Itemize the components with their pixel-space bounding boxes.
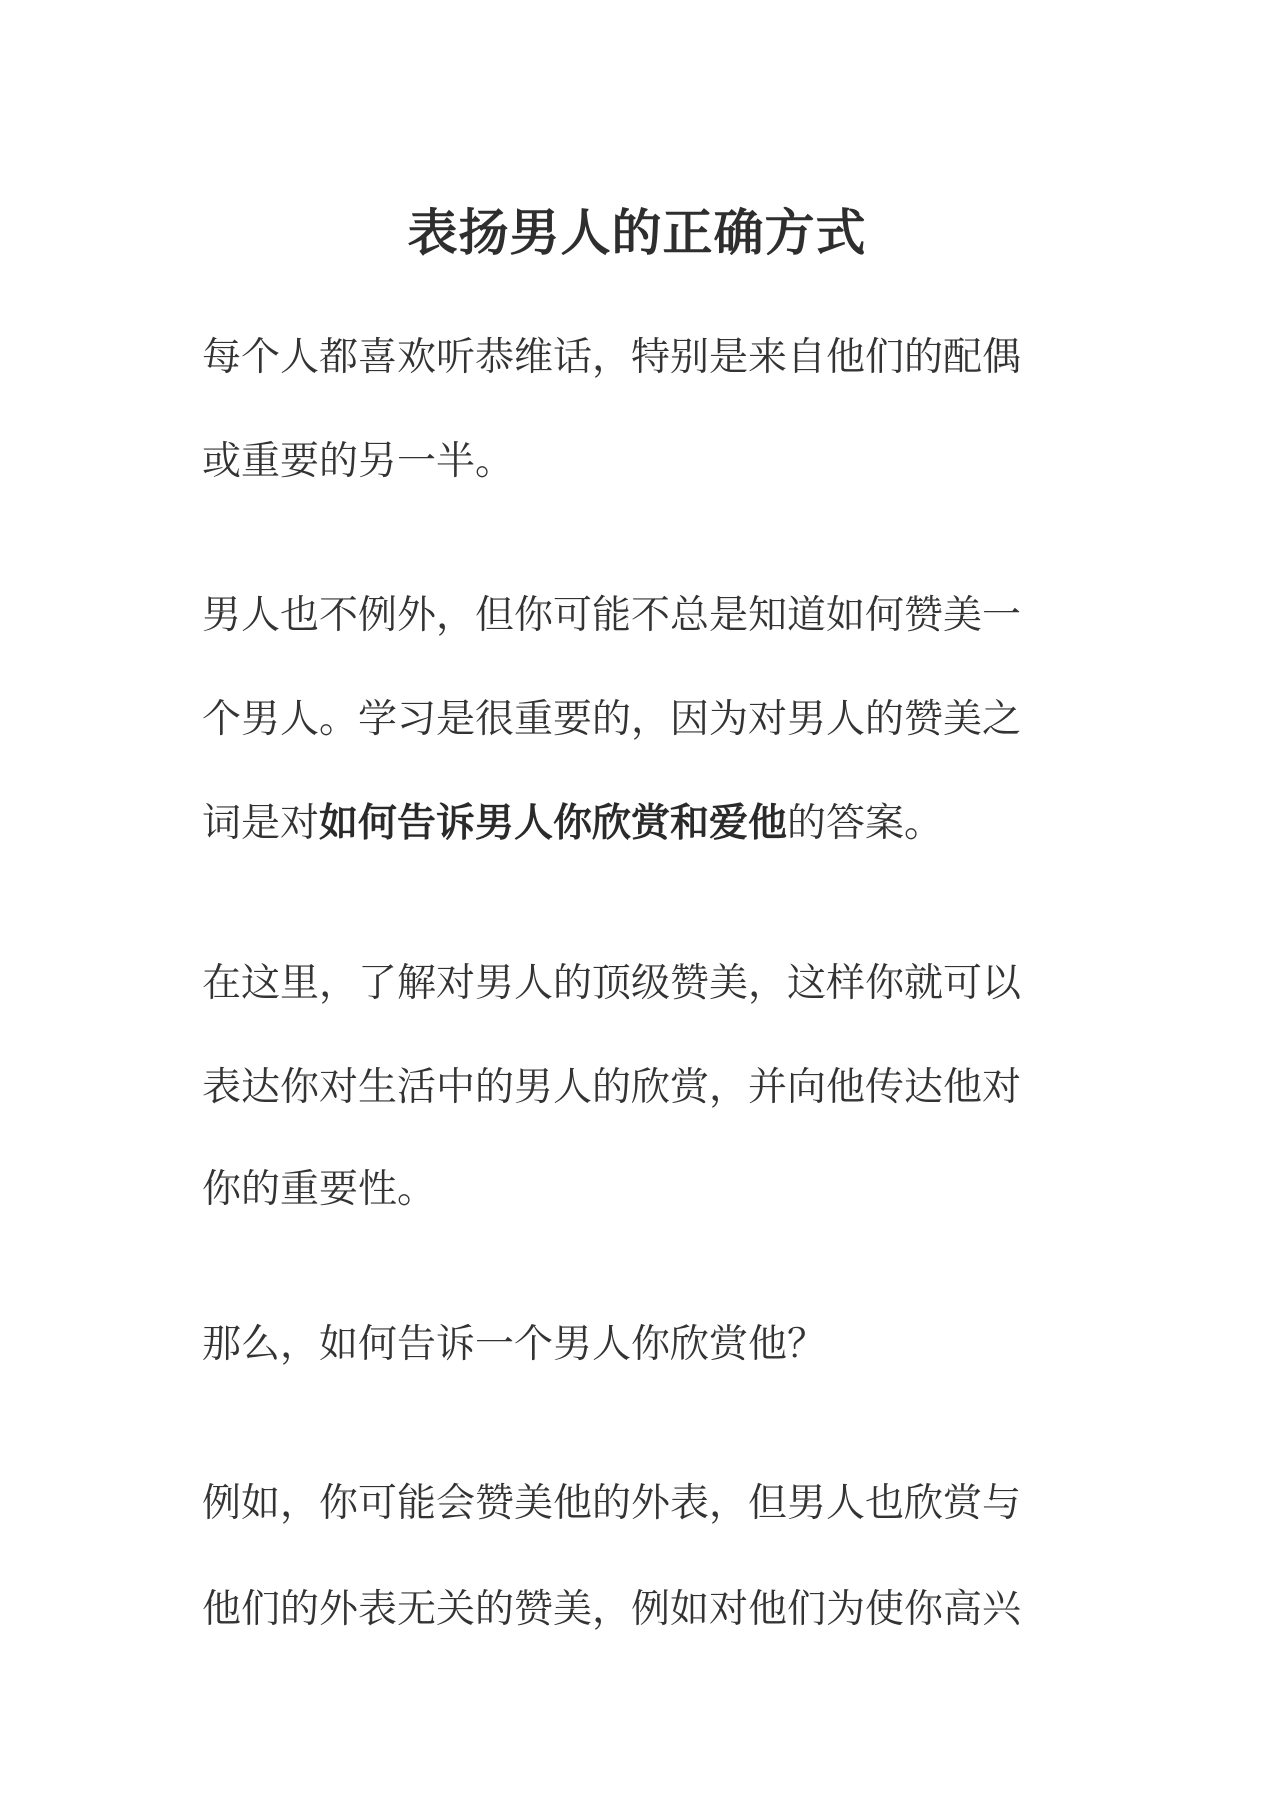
paragraph-3-line-3: 你的重要性。 bbox=[202, 1167, 437, 1212]
paragraph-5-line-1: 例如，你可能会赞美他的外表，但男人也欣赏与 bbox=[202, 1481, 1022, 1526]
paragraph-1-line-2: 或重要的另一半。 bbox=[202, 439, 515, 484]
paragraph-2-line-3-prefix: 词是对 bbox=[202, 801, 320, 846]
paragraph-2-line-1: 男人也不例外，但你可能不总是知道如何赞美一 bbox=[202, 593, 1022, 638]
paragraph-5-line-2: 他们的外表无关的赞美，例如对他们为使你高兴 bbox=[202, 1587, 1022, 1632]
paragraph-4-line-1: 那么，如何告诉一个男人你欣赏他？ bbox=[202, 1322, 827, 1367]
paragraph-1-line-1: 每个人都喜欢听恭维话，特别是来自他们的配偶 bbox=[202, 335, 1022, 380]
paragraph-3-line-2: 表达你对生活中的男人的欣赏，并向他传达他对 bbox=[202, 1065, 1022, 1110]
document-title: 表扬男人的正确方式 bbox=[407, 204, 867, 262]
paragraph-2-emphasis: 如何告诉男人你欣赏和爱他 bbox=[319, 801, 788, 846]
paragraph-2-line-3 bbox=[202, 794, 1102, 854]
paragraph-3-line-1: 在这里，了解对男人的顶级赞美，这样你就可以 bbox=[202, 961, 1022, 1006]
paragraph-2-line-3-suffix: 的答案。 bbox=[787, 801, 944, 846]
paragraph-2-line-2: 个男人。学习是很重要的，因为对男人的赞美之 bbox=[202, 697, 1022, 742]
